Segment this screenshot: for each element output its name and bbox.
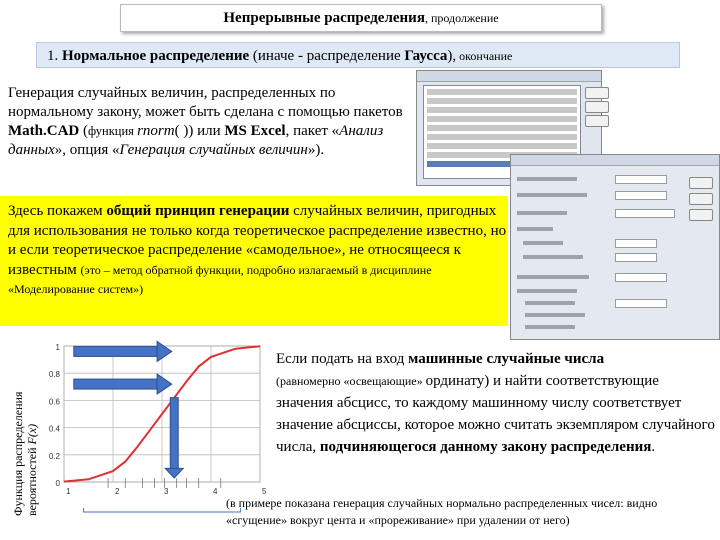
xtick-label: 5 [262, 487, 267, 496]
stddev-field[interactable] [615, 253, 657, 262]
list-item[interactable] [427, 116, 577, 122]
intro-end: »). [307, 142, 325, 158]
list-item[interactable] [427, 89, 577, 95]
cancel-button[interactable] [585, 101, 609, 113]
intro-option: », опция « [54, 142, 120, 158]
help-button[interactable] [585, 115, 609, 127]
label [525, 301, 575, 305]
explanation-bold-1: машинные случайные числа [408, 351, 605, 367]
explanation-paragraph [276, 348, 716, 458]
intro-line: Генерация случайных величин, распределенных по нормальному закону, может быть сделана с помощью пакетов [8, 85, 403, 120]
intro-paren: ( [79, 123, 88, 139]
ytick-label: 0.4 [48, 424, 60, 434]
explanation-bold-2: подчиняющегося данному закону распределения [319, 439, 652, 455]
ytick-label: 0.6 [48, 397, 60, 407]
ytick-label: 0.2 [48, 451, 60, 461]
intro-func-name: rnorm [137, 123, 175, 139]
label [517, 211, 567, 215]
highlight-bold: общий принцип генерации [106, 203, 290, 219]
subtitle-middle: (иначе - распределение [249, 48, 405, 64]
highlight-text-2: случайных величин, пригодных для использования не только когда теоретическое распределение известно, но и если теоретическое распределение «самодельное», не относящееся к известным [8, 203, 507, 278]
intro-pkg-name: Анализ данных [8, 123, 384, 158]
explanation-small: (равномерно «освещающие» [276, 374, 426, 388]
ytick-label: 1 [55, 343, 60, 352]
ylabel-line1: Функция распределения [11, 391, 25, 516]
list-item[interactable] [427, 125, 577, 131]
label [517, 193, 587, 197]
chart-grid [64, 346, 260, 512]
dialog-titlebar [417, 71, 601, 82]
ok-button[interactable] [689, 177, 713, 189]
slide-title [120, 4, 602, 32]
count-field[interactable] [615, 191, 667, 200]
explanation-text-3: . [651, 439, 656, 455]
label [525, 325, 575, 329]
intro-pkg: , пакет « [285, 123, 340, 139]
label [523, 241, 563, 245]
variables-field[interactable] [615, 175, 667, 184]
explanation-text-1: Если подать на вход [276, 351, 409, 367]
intro-paragraph [8, 84, 408, 160]
subtitle-end: ), [447, 48, 457, 64]
help-button[interactable] [689, 209, 713, 221]
label [517, 227, 553, 231]
label [523, 255, 583, 259]
label [525, 313, 585, 317]
mean-field[interactable] [615, 239, 657, 248]
right-arrow-icon [74, 379, 157, 389]
list-item[interactable] [427, 134, 577, 140]
range-bracket [84, 508, 241, 512]
intro-option-name: Генерация случайных величин [119, 142, 308, 158]
xtick-label: 3 [164, 487, 169, 496]
random-generation-dialog [510, 154, 720, 340]
highlight-text-1: Здесь покажем [8, 203, 107, 219]
ok-button[interactable] [585, 87, 609, 99]
subtitle-bold-normal: Нормальное распределение [62, 48, 250, 64]
subtitle-small: окончание [456, 49, 513, 63]
intro-paren-close: ( )) или [174, 123, 225, 139]
ylabel-line2: вероятностей F(x) [25, 423, 39, 516]
list-item[interactable] [427, 107, 577, 113]
dialog-titlebar [511, 155, 719, 166]
distribution-select[interactable] [615, 209, 675, 218]
footnote: (в примере показана генерация случайных нормально распределенных чисел: видно «сгущение» вокруг цента и «прореживание» при удалении от него) [226, 496, 658, 527]
highlight-text [8, 202, 508, 300]
highlight-small: (это – метод обратной функции, подробно излагаемый в дисциплине «Моделирование систем») [8, 262, 432, 296]
intro-excel: MS Excel [224, 123, 286, 139]
xtick-label: 1 [66, 487, 71, 496]
explanation-text-2: ординату) и найти соответствующие значения абсцисс, то каждому машинному числу соответствует значение абсциссы, которое можно считать экземпляром случайного числа, [276, 373, 715, 455]
seed-field[interactable] [615, 273, 667, 282]
title-suffix: , продолжение [424, 11, 499, 25]
down-arrow-icon [170, 398, 178, 469]
cancel-button[interactable] [689, 193, 713, 205]
title-main: Непрерывные распределения [223, 10, 425, 26]
xtick-label: 4 [213, 487, 218, 496]
ytick-label: 0 [55, 479, 60, 488]
right-arrow-icon [74, 346, 157, 356]
label [517, 289, 577, 293]
list-item[interactable] [427, 98, 577, 104]
output-range-field[interactable] [615, 299, 667, 308]
subtitle-bold-gauss: Гаусса [404, 48, 448, 64]
label [517, 275, 589, 279]
intro-mathcad: Math.CAD [8, 123, 80, 139]
subtitle-number: 1. [47, 48, 62, 64]
ytick-label: 0.8 [48, 370, 60, 380]
xtick-label: 2 [115, 487, 120, 496]
list-item[interactable] [427, 143, 577, 149]
intro-func-label: функция [88, 124, 138, 138]
label [517, 177, 577, 181]
section-subtitle [36, 42, 680, 68]
